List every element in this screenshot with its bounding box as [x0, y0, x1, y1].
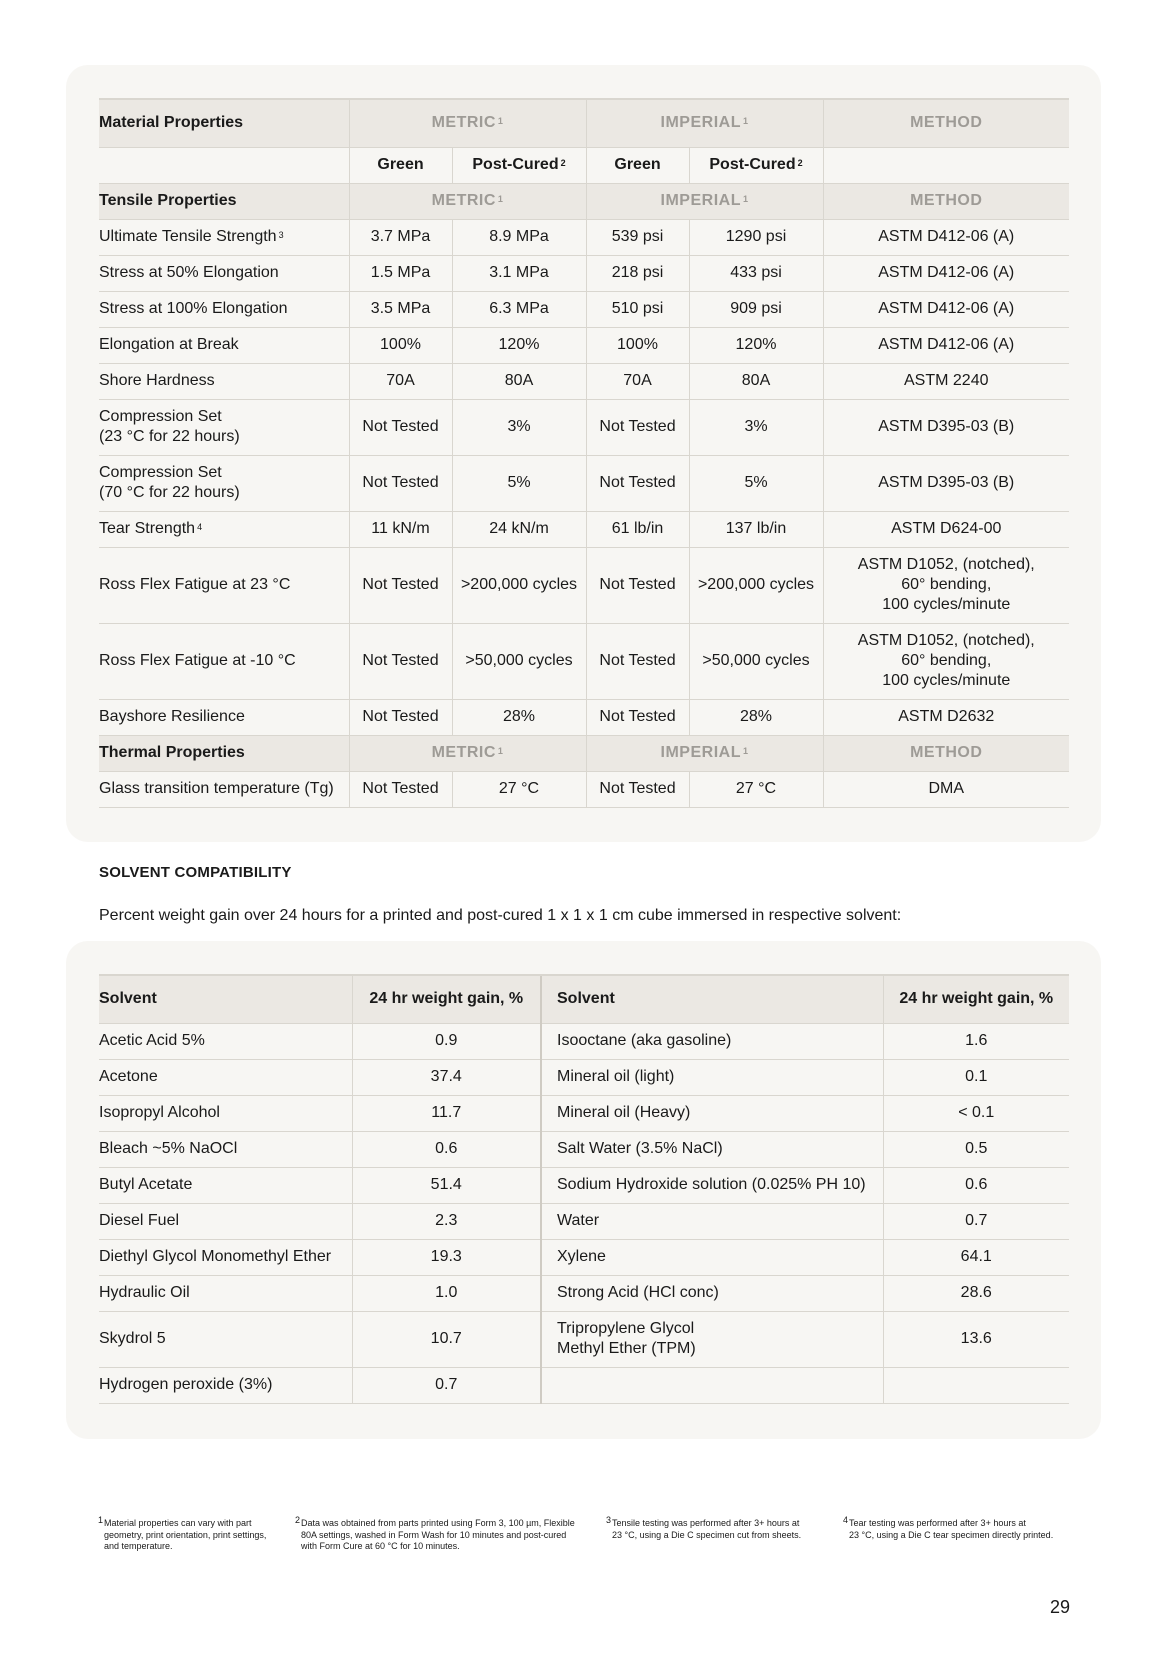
value-cell: >50,000 cycles [452, 623, 586, 699]
value-cell: 3% [452, 399, 586, 455]
value-cell: Not Tested [586, 771, 689, 807]
table-row [99, 1131, 1069, 1167]
section-label: Tensile Properties [99, 183, 349, 219]
value-cell: 909 psi [689, 291, 823, 327]
weight-gain-cell: 28.6 [883, 1275, 1069, 1311]
table-row [99, 327, 1069, 363]
green-heading: Green [586, 147, 689, 183]
weight-gain-cell: 37.4 [352, 1059, 541, 1095]
property-cell: Bayshore Resilience [99, 699, 349, 735]
value-cell: 100% [349, 327, 452, 363]
method-cell: ASTM D2632 [823, 699, 1069, 735]
value-cell: >50,000 cycles [689, 623, 823, 699]
solvent-cell: Salt Water (3.5% NaCl) [541, 1131, 883, 1167]
method-cell: ASTM D624-00 [823, 511, 1069, 547]
table-row [99, 291, 1069, 327]
table-header-row [99, 975, 1069, 1023]
method-cell: DMA [823, 771, 1069, 807]
table-row [99, 1167, 1069, 1203]
value-cell: 70A [349, 363, 452, 399]
footnote-1: 1 Material properties can vary with part geometry, print orientation, print settings, and temperature. [98, 1515, 267, 1551]
property-cell: Ross Flex Fatigue at -10 °C [99, 623, 349, 699]
table-row [99, 1203, 1069, 1239]
section-row-thermal [99, 735, 1069, 771]
table-row [99, 1095, 1069, 1131]
imperial-heading: IMPERIAL $^1$ [586, 735, 823, 771]
value-cell: 433 psi [689, 255, 823, 291]
property-cell: Tear Strength $^4$ [99, 511, 349, 547]
property-cell: Glass transition temperature (Tg) [99, 771, 349, 807]
weight-gain-heading: 24 hr weight gain, % [883, 975, 1069, 1023]
weight-gain-cell: 0.7 [352, 1367, 541, 1403]
value-cell: Not Tested [586, 399, 689, 455]
green-heading: Green [349, 147, 452, 183]
solvent-intro-text: Percent weight gain over 24 hours for a printed and post-cured 1 x 1 x 1 cm cube immersed in respective solvent: [99, 907, 902, 924]
value-cell: 3% [689, 399, 823, 455]
solvent-cell: Isopropyl Alcohol [99, 1095, 352, 1131]
footnote-2: 2 Data was obtained from parts printed using Form 3, 100 µm, Flexible 80A settings, washed in Form Wash for 10 minutes and post-cured with Form Cure at 60 °C for 10 minutes. [295, 1515, 575, 1551]
solvent-heading: Solvent [541, 975, 883, 1023]
material-properties-card [66, 65, 1101, 842]
property-cell: Compression Set (70 °C for 22 hours) [99, 455, 349, 511]
value-cell: Not Tested [349, 547, 452, 623]
solvent-cell: Bleach ~5% NaOCl [99, 1131, 352, 1167]
solvent-cell: Strong Acid (HCl conc) [541, 1275, 883, 1311]
solvent-cell: Diesel Fuel [99, 1203, 352, 1239]
weight-gain-cell: 1.0 [352, 1275, 541, 1311]
value-cell: 24 kN/m [452, 511, 586, 547]
value-cell: 80A [689, 363, 823, 399]
table-row [99, 1367, 1069, 1403]
weight-gain-cell: 10.7 [352, 1311, 541, 1367]
table-row [99, 1275, 1069, 1311]
weight-gain-cell: 0.5 [883, 1131, 1069, 1167]
solvent-compatibility-title: SOLVENT COMPATIBILITY [99, 864, 292, 881]
value-cell: 8.9 MPa [452, 219, 586, 255]
table-row [99, 699, 1069, 735]
post-cured-heading: Post-Cured $^2$ [689, 147, 823, 183]
value-cell: Not Tested [586, 455, 689, 511]
solvent-cell [541, 1367, 883, 1403]
value-cell: Not Tested [586, 699, 689, 735]
property-cell: Ross Flex Fatigue at 23 °C [99, 547, 349, 623]
value-cell: Not Tested [586, 623, 689, 699]
method-cell: ASTM 2240 [823, 363, 1069, 399]
property-cell: Ultimate Tensile Strength $^3$ [99, 219, 349, 255]
imperial-heading: IMPERIAL $^1$ [586, 99, 823, 147]
weight-gain-cell: 11.7 [352, 1095, 541, 1131]
solvent-cell: Skydrol 5 [99, 1311, 352, 1367]
solvent-cell: Hydraulic Oil [99, 1275, 352, 1311]
metric-heading: METRIC $^1$ [349, 735, 586, 771]
table-row [99, 255, 1069, 291]
value-cell: 27 °C [452, 771, 586, 807]
method-heading: METHOD [823, 99, 1069, 147]
metric-heading: METRIC $^1$ [349, 99, 586, 147]
value-cell: Not Tested [349, 771, 452, 807]
table-row [99, 771, 1069, 807]
property-cell: Stress at 100% Elongation [99, 291, 349, 327]
value-cell: 218 psi [586, 255, 689, 291]
value-cell: >200,000 cycles [452, 547, 586, 623]
table-row [99, 547, 1069, 623]
table-subheader-row [99, 147, 1069, 183]
weight-gain-cell: 0.6 [883, 1167, 1069, 1203]
value-cell: Not Tested [349, 699, 452, 735]
imperial-heading: IMPERIAL $^1$ [586, 183, 823, 219]
weight-gain-cell [883, 1367, 1069, 1403]
table-row [99, 455, 1069, 511]
value-cell: 3.7 MPa [349, 219, 452, 255]
weight-gain-cell: 13.6 [883, 1311, 1069, 1367]
solvent-cell: Water [541, 1203, 883, 1239]
table-row [99, 1239, 1069, 1275]
method-cell: ASTM D395-03 (B) [823, 399, 1069, 455]
method-cell: ASTM D412-06 (A) [823, 219, 1069, 255]
section-row-tensile [99, 183, 1069, 219]
weight-gain-cell: 2.3 [352, 1203, 541, 1239]
section-label: Thermal Properties [99, 735, 349, 771]
value-cell: 1290 psi [689, 219, 823, 255]
solvent-table [99, 974, 1069, 1404]
solvent-heading: Solvent [99, 975, 352, 1023]
table-row [99, 1059, 1069, 1095]
solvent-compatibility-card [66, 941, 1101, 1439]
weight-gain-cell: 51.4 [352, 1167, 541, 1203]
value-cell: 137 lb/in [689, 511, 823, 547]
solvent-cell: Butyl Acetate [99, 1167, 352, 1203]
solvent-cell: Hydrogen peroxide (3%) [99, 1367, 352, 1403]
value-cell: Not Tested [349, 455, 452, 511]
post-cured-heading: Post-Cured $^2$ [452, 147, 586, 183]
solvent-cell: Mineral oil (light) [541, 1059, 883, 1095]
solvent-cell: Acetic Acid 5% [99, 1023, 352, 1059]
property-cell: Stress at 50% Elongation [99, 255, 349, 291]
solvent-cell: Mineral oil (Heavy) [541, 1095, 883, 1131]
value-cell: 120% [452, 327, 586, 363]
value-cell: 61 lb/in [586, 511, 689, 547]
footnote-3: 3 Tensile testing was performed after 3+ hours at 23 °C, using a Die C specimen cut from sheets. [606, 1515, 802, 1540]
method-cell: ASTM D412-06 (A) [823, 255, 1069, 291]
value-cell: 3.5 MPa [349, 291, 452, 327]
table-row [99, 1023, 1069, 1059]
value-cell: 6.3 MPa [452, 291, 586, 327]
value-cell: 28% [452, 699, 586, 735]
table-row [99, 363, 1069, 399]
weight-gain-cell: 0.7 [883, 1203, 1069, 1239]
weight-gain-cell: 19.3 [352, 1239, 541, 1275]
table-row [99, 511, 1069, 547]
table-row [99, 399, 1069, 455]
table-row [99, 623, 1069, 699]
method-heading: METHOD [823, 183, 1069, 219]
value-cell: >200,000 cycles [689, 547, 823, 623]
value-cell: 5% [452, 455, 586, 511]
weight-gain-cell: 64.1 [883, 1239, 1069, 1275]
value-cell: 11 kN/m [349, 511, 452, 547]
value-cell: Not Tested [349, 399, 452, 455]
value-cell: 510 psi [586, 291, 689, 327]
method-heading: METHOD [823, 735, 1069, 771]
weight-gain-cell: 0.6 [352, 1131, 541, 1167]
weight-gain-cell: 0.9 [352, 1023, 541, 1059]
solvent-cell: Acetone [99, 1059, 352, 1095]
property-cell: Compression Set (23 °C for 22 hours) [99, 399, 349, 455]
value-cell: Not Tested [586, 547, 689, 623]
method-cell: ASTM D1052, (notched), 60° bending, 100 cycles/minute [823, 623, 1069, 699]
solvent-cell: Diethyl Glycol Monomethyl Ether [99, 1239, 352, 1275]
value-cell: 28% [689, 699, 823, 735]
solvent-cell: Isooctane (aka gasoline) [541, 1023, 883, 1059]
weight-gain-cell: < 0.1 [883, 1095, 1069, 1131]
value-cell: 1.5 MPa [349, 255, 452, 291]
weight-gain-cell: 1.6 [883, 1023, 1069, 1059]
metric-heading: METRIC $^1$ [349, 183, 586, 219]
value-cell: Not Tested [349, 623, 452, 699]
solvent-cell: Xylene [541, 1239, 883, 1275]
table-row [99, 1311, 1069, 1367]
footnote-4: 4 Tear testing was performed after 3+ hours at 23 °C, using a Die C tear specimen directly printed. [843, 1515, 1054, 1540]
value-cell: 5% [689, 455, 823, 511]
method-cell: ASTM D412-06 (A) [823, 327, 1069, 363]
method-cell: ASTM D395-03 (B) [823, 455, 1069, 511]
value-cell: 70A [586, 363, 689, 399]
weight-gain-heading: 24 hr weight gain, % [352, 975, 541, 1023]
value-cell: 80A [452, 363, 586, 399]
weight-gain-cell: 0.1 [883, 1059, 1069, 1095]
page-number: 29 [1049, 1597, 1070, 1617]
property-cell: Elongation at Break [99, 327, 349, 363]
property-cell: Shore Hardness [99, 363, 349, 399]
method-cell: ASTM D412-06 (A) [823, 291, 1069, 327]
solvent-cell: Sodium Hydroxide solution (0.025% PH 10) [541, 1167, 883, 1203]
value-cell: 3.1 MPa [452, 255, 586, 291]
solvent-cell: Tripropylene Glycol Methyl Ether (TPM) [541, 1311, 883, 1367]
material-properties-heading: Material Properties [99, 99, 349, 147]
value-cell: 100% [586, 327, 689, 363]
method-cell: ASTM D1052, (notched), 60° bending, 100 cycles/minute [823, 547, 1069, 623]
table-header-row [99, 99, 1069, 147]
table-row [99, 219, 1069, 255]
value-cell: 27 °C [689, 771, 823, 807]
value-cell: 539 psi [586, 219, 689, 255]
value-cell: 120% [689, 327, 823, 363]
material-properties-table [99, 98, 1069, 808]
